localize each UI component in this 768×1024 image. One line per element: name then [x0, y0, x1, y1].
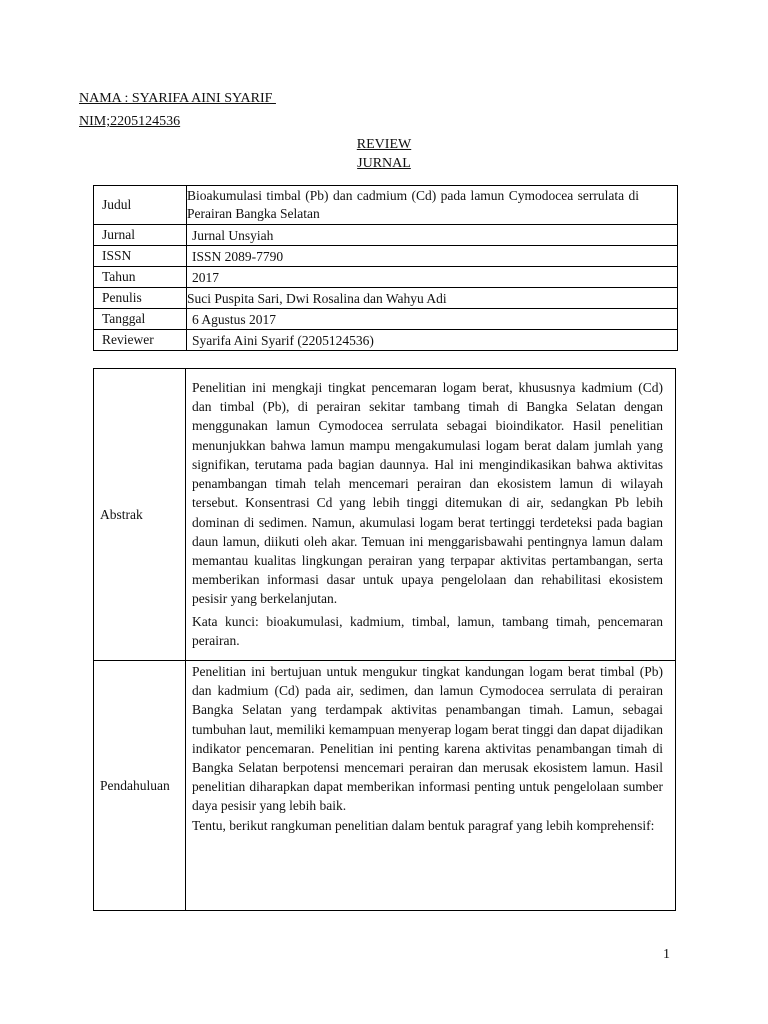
row-label: Tahun	[94, 267, 187, 288]
pendahuluan-extra: Tentu, berikut rangkuman penelitian dalam bentuk paragraf yang lebih komprehensif:	[192, 817, 655, 833]
row-value: Jurnal Unsyiah	[187, 225, 678, 246]
review-table	[93, 368, 676, 911]
row-label: Tanggal	[94, 309, 187, 330]
table-row	[94, 288, 678, 309]
abstrak-label: Abstrak	[94, 369, 186, 661]
pendahuluan-label: Pendahuluan	[94, 661, 186, 911]
table-row	[94, 369, 676, 661]
abstrak-keywords: Kata kunci: bioakumulasi, kadmium, timbal, lamun, tambang timah, pencemaran perairan.	[192, 613, 663, 648]
student-name: NAMA : SYARIFA AINI SYARIF	[79, 91, 276, 106]
table-row	[94, 186, 678, 225]
table-row	[94, 267, 678, 288]
table-row	[94, 661, 676, 911]
page-number: 1	[663, 947, 670, 962]
row-value: 2017	[187, 267, 678, 288]
row-label: Jurnal	[94, 225, 187, 246]
row-value: ISSN 2089-7790	[187, 246, 678, 267]
row-label: Reviewer	[94, 330, 187, 351]
pendahuluan-content	[186, 661, 676, 911]
abstrak-text: Penelitian ini mengkaji tingkat pencemaran logam berat, khususnya kadmium (Cd) dan timbal (Pb), di perairan sekitar tambang timah di Bangka Selatan dengan menggunakan lamun Cymodocea serrulata sebagai bioindikator. Hasil penelitian menunjukkan bahwa lamun mampu mengakumulasi logam berat dalam jumlah yang signifikan, terutama pada bagian daunnya. Hal ini mengindikasikan bahwa aktivitas penambangan timah telah mencemari perairan dan ekosistem lamun di wilayah tersebut. Konsentrasi Cd yang lebih tinggi ditemukan di air, sedangkan Pb lebih dominan di sedimen. Namun, akumulasi logam berat tertinggi terdeteksi pada bagian daun lamun, diikuti oleh akar. Temuan ini menggarisbawahi pentingnya lamun dalam memantau kualitas lingkungan perairan yang terpapar aktivitas pertambangan, serta memberikan informasi dasar untuk upaya pengelolaan dan rehabilitasi ekosistem pesisir yang berkelanjutan.	[192, 380, 663, 607]
row-value: 6 Agustus 2017	[187, 309, 678, 330]
student-nim: NIM;2205124536	[79, 114, 181, 129]
row-label: ISSN	[94, 246, 187, 267]
table-row	[94, 225, 678, 246]
pendahuluan-text: Penelitian ini bertujuan untuk mengukur tingkat kandungan logam berat timbal (Pb) dan kadmium (Cd) pada air, sedimen, dan lamun Cymodocea serrulata di perairan Bangka Selatan yang terdampak aktivitas penambangan timah. Lamun, sebagai tumbuhan laut, memiliki kemampuan menyerap logam berat tinggi dan dapat dijadikan indikator pencemaran. Penelitian ini penting karena aktivitas penambangan timah di Bangka Selatan berpotensi mencemari perairan dan merusak ekosistem lamun. Hasil penelitian diharapkan dapat memberikan informasi penting untuk pengelolaan sumber daya pesisir yang lebih baik.	[192, 664, 663, 814]
row-value: Syarifa Aini Syarif (2205124536)	[187, 330, 678, 351]
journal-info-table	[93, 185, 678, 351]
row-label: Penulis	[94, 288, 187, 309]
abstrak-content	[186, 369, 676, 661]
review-title: REVIEW	[356, 137, 412, 152]
row-label: Judul	[94, 186, 187, 225]
table-row	[94, 309, 678, 330]
row-value: Suci Puspita Sari, Dwi Rosalina dan Wahyu Adi	[187, 288, 678, 309]
journal-title: JURNAL	[357, 156, 411, 171]
table-row	[94, 330, 678, 351]
row-value: Bioakumulasi timbal (Pb) dan cadmium (Cd) pada lamun Cymodocea serrulata di Perairan Bangka Selatan	[187, 186, 678, 225]
table-row	[94, 246, 678, 267]
